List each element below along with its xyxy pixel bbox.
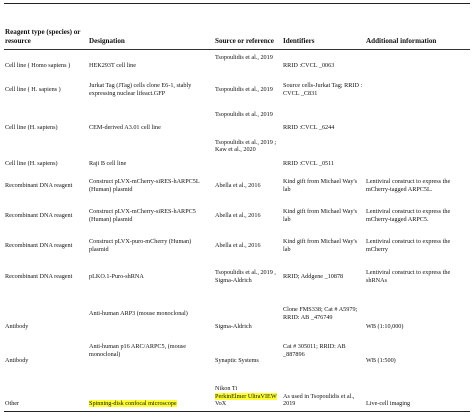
header-source: Source or reference (215, 37, 274, 46)
cell-identifiers: Kind gift from Michael Way's lab (283, 177, 358, 193)
cell-identifiers: Kind gift from Michael Way's lab (283, 237, 358, 253)
cell-identifiers: RRID :CVCL _0511 (283, 159, 335, 167)
table-row (4, 201, 470, 231)
source-nikon: Nikon Ti (215, 385, 238, 393)
cell-designation: HEK293T cell line (89, 61, 136, 69)
table-row (4, 171, 470, 201)
cell-designation: Construct pLVX-puro-mCherry (Human) plasmid (89, 237, 192, 253)
cell-designation: pLKO.1-Puro-shRNA (89, 273, 144, 281)
cell-identifiers: Clone FMS338; Cat # A5979; RRID: AB _476749 (283, 305, 358, 321)
header-designation: Designation (89, 37, 125, 46)
table-row (4, 231, 470, 261)
cell-additional (365, 73, 470, 107)
cell-source: Tsopoulidis et al., 2019 ; Kaw et al., 2020 (215, 138, 277, 154)
cell-designation: CEM-derived A3.01 cell line (89, 123, 161, 131)
cell-designation: Construct pLVX-mCherry-siRES-hARPC5 (Human) plasmid (89, 207, 196, 223)
key-resources-table (4, 3, 470, 412)
highlighted-source: PerkinElmer UltraVIEW (215, 392, 277, 400)
table-row (4, 50, 470, 73)
table-row (4, 107, 470, 135)
cell-reagent-type: Recombinant DNA reagent (5, 211, 73, 219)
cell-identifiers: RRID :CVCL _6244 (283, 123, 335, 131)
cell-source: Synaptic Systems (215, 356, 259, 364)
cell-source: Tsopoulidis et al., 2019 , Sigma-Aldrich (215, 269, 276, 284)
cell-reagent-type: Cell line ( H. sapiens ) (5, 85, 61, 93)
cell-identifiers: Kind gift from Michael Way's lab (283, 207, 358, 223)
table-row (4, 294, 470, 334)
table-header-row (4, 4, 470, 50)
cell-additional (365, 107, 470, 135)
cell-reagent-type: Recombinant DNA reagent (5, 273, 73, 281)
cell-source: Abella et al., 2016 (215, 181, 261, 189)
cell-source: Tsopoulidis et al., 2019 (215, 110, 273, 118)
cell-designation: Anti-human p16 ARC/ARPC5, (mouse monoclonal) (89, 342, 186, 358)
cell-source (214, 368, 282, 412)
header-reagent-type: Reagent type (species) or resource (5, 28, 81, 46)
cell-identifiers: As used in Tsopoulidis et al., 2019 (283, 392, 355, 408)
cell-designation: Raji B cell line (89, 159, 127, 167)
cell-additional: Lentiviral construct to express the shRNAs (366, 269, 451, 284)
cell-additional: Lentiviral construct to express the mCherry (366, 237, 451, 253)
cell-additional: Lentiviral construct to express the mCherry-tagged ARPC5L. (366, 177, 451, 193)
header-additional-information: Additional information (366, 37, 437, 46)
cell-designation: Anti-human ARP3 (mouse monoclonal) (89, 309, 188, 317)
cell-reagent-type: Recombinant DNA reagent (5, 241, 73, 249)
table-row (4, 135, 470, 171)
cell-reagent-type: Antibody (5, 322, 29, 330)
highlighted-designation: Spinning-disk confocal microscope (89, 400, 177, 408)
cell-identifiers: RRID; Addgene _10878 (283, 273, 344, 281)
cell-additional (365, 50, 470, 73)
table-row (4, 368, 470, 412)
cell-reagent-type: Cell line (H. sapiens) (5, 123, 58, 131)
cell-reagent-type: Cell line ( Homo sapiens ) (5, 61, 71, 69)
cell-reagent-type: Recombinant DNA reagent (5, 181, 73, 189)
cell-source: Tsopoulidis et al., 2019 (215, 54, 273, 61)
cell-reagent-type: Antibody (5, 356, 29, 364)
cell-additional: Lentiviral construct to express the mCherry-tagged ARPC5. (366, 207, 451, 223)
table-row (4, 73, 470, 107)
cell-additional: Live-cell imaging (366, 400, 411, 408)
cell-source: Sigma-Aldrich (215, 322, 252, 330)
cell-designation: Jurkat Tag (JTag) cells clone E6-1, stably expressing nuclear lifeact.GFP (89, 81, 192, 97)
cell-additional: WB (1:500) (366, 356, 396, 364)
table-row (4, 261, 470, 294)
cell-designation: Construct pLVX-mCherry-siRES-hARPC5L (Human) plasmid (89, 177, 200, 193)
cell-identifiers: Source cells-Jurkat Tag; RRID : CVCL _C831 (283, 81, 363, 97)
cell-source: Abella et al., 2016 (215, 241, 261, 249)
cell-source: Tsopoulidis et al., 2019 (215, 85, 273, 93)
cell-additional (365, 135, 470, 171)
cell-identifiers: Cat # 305011; RRID: AB _887896 (283, 342, 346, 358)
cell-source: Abella et al., 2016 (215, 211, 261, 219)
cell-designation (88, 368, 214, 412)
cell-reagent-type: Cell line (H. sapiens) (5, 159, 58, 167)
header-identifiers: Identifiers (283, 37, 315, 46)
source-vox: VoX (215, 400, 227, 408)
cell-additional: WB (1:10,000) (366, 322, 404, 330)
cell-identifiers: RRID :CVCL _0063 (283, 61, 335, 69)
cell-reagent-type: Other (5, 400, 20, 408)
table-row (4, 334, 470, 368)
